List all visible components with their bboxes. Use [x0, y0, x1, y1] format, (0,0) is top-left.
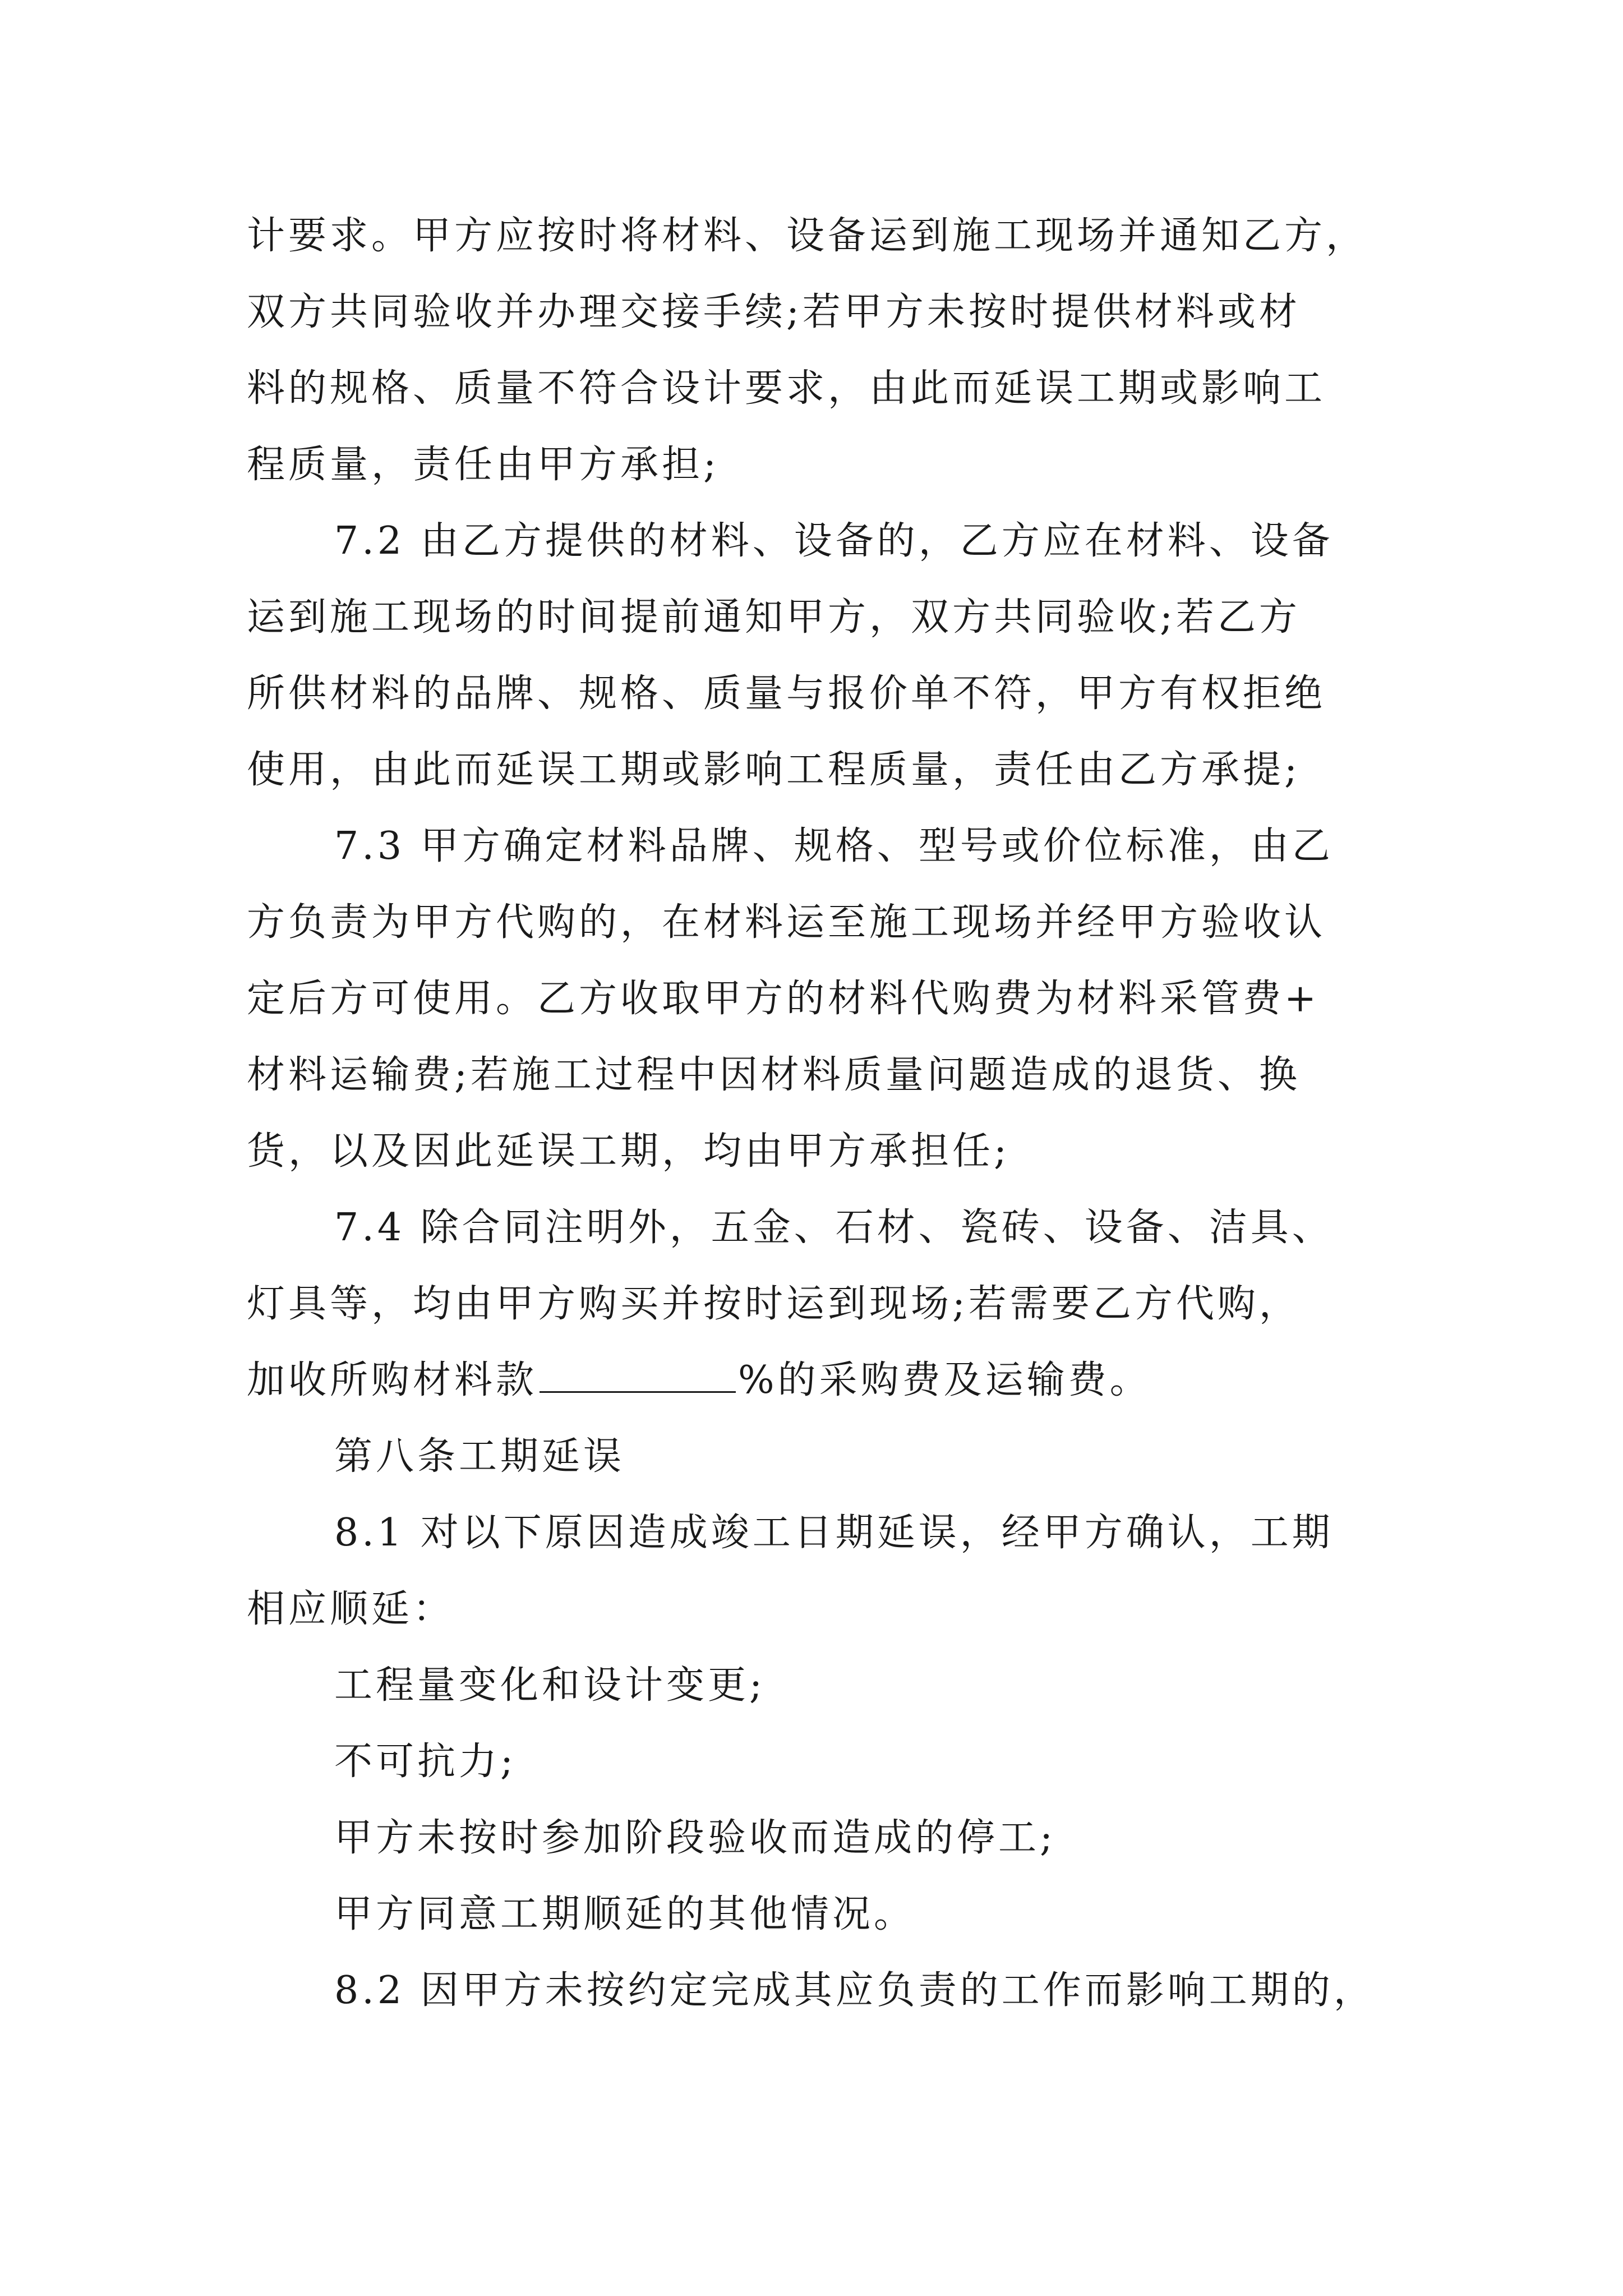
body-text-line: 所供材料的品牌、规格、质量与报价单不符，甲方有权拒绝 [247, 671, 1326, 716]
body-text-line-with-blank [247, 1352, 1391, 1409]
section-heading-article-8: 第八条工期延误 [334, 1434, 625, 1479]
body-text-line: 使用，由此而延误工期或影响工程质量，责任由乙方承提; [247, 748, 1301, 792]
body-text-line: 运到施工现场的时间提前通知甲方，双方共同验收;若乙方 [247, 595, 1301, 639]
body-text-line: 方负责为甲方代购的，在材料运至施工现场并经甲方验收认 [247, 900, 1326, 945]
body-text-line: 双方共同验收并办理交接手续;若甲方未按时提供材料或材 [247, 290, 1301, 334]
body-text-line: 相应顺延： [247, 1587, 455, 1631]
list-item: 不可抗力; [334, 1740, 517, 1784]
text-before-blank: 加收所购材料款 [247, 1358, 538, 1402]
text-after-blank: %的采购费及运输费。 [738, 1358, 1151, 1402]
list-item: 甲方未按时参加阶段验收而造成的停工; [334, 1816, 1056, 1860]
body-text-line: 材料运输费;若施工过程中因材料质量问题造成的退货、换 [247, 1053, 1301, 1097]
body-text-line: 定后方可使用。乙方收取甲方的材料代购费为材料采管费+ [247, 977, 1320, 1021]
body-text-line: 灯具等，均由甲方购买并按时运到现场;若需要乙方代购， [247, 1282, 1301, 1326]
body-text-line: 计要求。甲方应按时将材料、设备运到施工现场并通知乙方， [247, 214, 1368, 258]
clause-7-2-start: 7.2 由乙方提供的材料、设备的，乙方应在材料、设备 [334, 519, 1334, 563]
clause-8-2-start: 8.2 因甲方未按约定完成其应负责的工作而影响工期的， [334, 1968, 1375, 2013]
body-text-line: 程质量，责任由甲方承担; [247, 443, 720, 487]
fill-in-blank [540, 1358, 736, 1393]
clause-8-1-start: 8.1 对以下原因造成竣工日期延误，经甲方确认，工期 [334, 1511, 1334, 1555]
body-text-line: 货，以及因此延误工期，均由甲方承担任; [247, 1129, 1010, 1174]
list-item: 工程量变化和设计变更; [334, 1663, 766, 1708]
list-item: 甲方同意工期顺延的其他情况。 [334, 1892, 916, 1936]
clause-7-3-start: 7.3 甲方确定材料品牌、规格、型号或价位标准，由乙 [334, 824, 1334, 868]
clause-7-4-start: 7.4 除合同注明外，五金、石材、瓷砖、设备、洁具、 [334, 1205, 1334, 1250]
body-text-line: 料的规格、质量不符合设计要求，由此而延误工期或影响工 [247, 366, 1326, 411]
